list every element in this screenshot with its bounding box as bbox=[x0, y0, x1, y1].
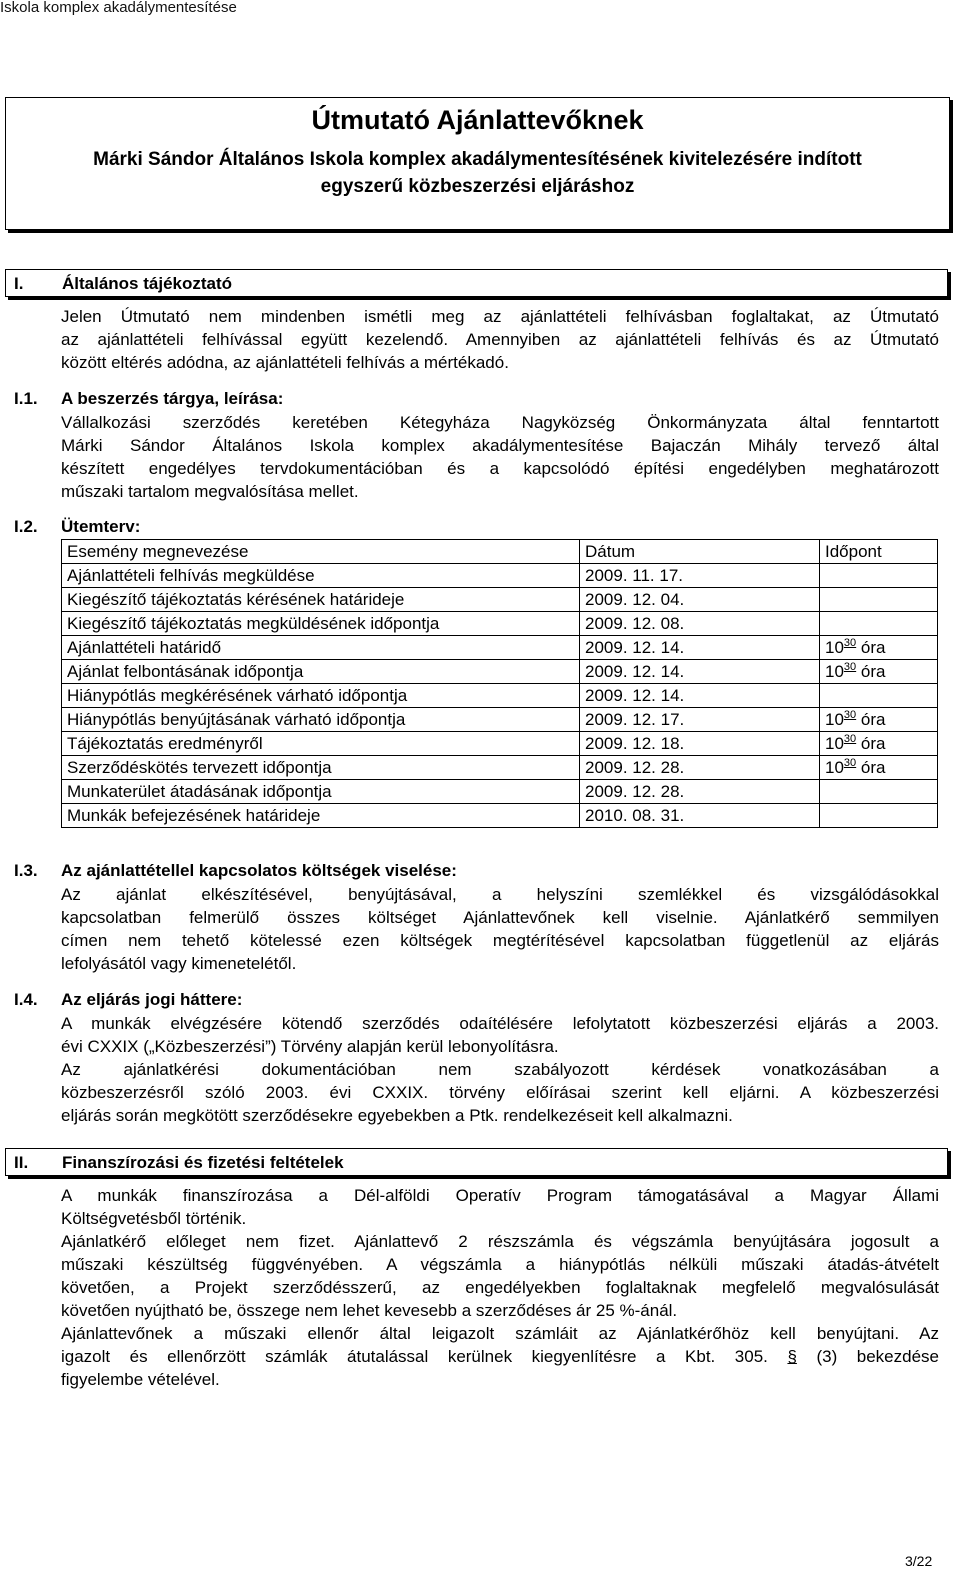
text-line bbox=[61, 1345, 939, 1368]
event-cell: Kiegészítő tájékoztatás megküldésének időpontja bbox=[62, 612, 580, 636]
event-cell: Kiegészítő tájékoztatás kérésének határideje bbox=[62, 588, 580, 612]
date-cell: 2009. 12. 08. bbox=[580, 612, 820, 636]
time-unit: óra bbox=[856, 638, 886, 657]
date-cell: 2010. 08. 31. bbox=[580, 804, 820, 828]
text-line: évi CXXIX („Közbeszerzési”) Törvény alapján kerül lebonyolításra. bbox=[61, 1037, 559, 1056]
table-row bbox=[62, 564, 938, 588]
text-line: eljárás során megkötött szerződésekre egyebekben a Ptk. rendelkezéseit kell alkalmazni. bbox=[61, 1106, 733, 1125]
event-cell: Szerződéskötés tervezett időpontja bbox=[62, 756, 580, 780]
time-hour: 10 bbox=[825, 638, 844, 657]
text-line: Ajánlatkérő előleget nem fizet. Ajánlattevő 2 részszámla és végszámla benyújtására jogosult a bbox=[61, 1232, 939, 1251]
section-number: II. bbox=[14, 1153, 29, 1172]
text-fragment: igazolt és ellenőrzött számlák átutalással kerülnek kiegyenlítésre a Kbt. 305. bbox=[61, 1347, 768, 1366]
time-minute: 30 bbox=[843, 661, 857, 673]
text-line: lefolyásától vagy kimenetelétől. bbox=[61, 954, 297, 973]
time-cell bbox=[820, 564, 938, 588]
subtitle-line-1: Márki Sándor Általános Iskola komplex akadálymentesítésének kivitelezésére indított bbox=[93, 149, 862, 170]
time-hour: 10 bbox=[825, 758, 844, 777]
time-cell bbox=[820, 780, 938, 804]
text-line: címen nem tehető kötelessé ezen költségek megtérítésével kapcsolatban függetlenül az eljárás bbox=[61, 931, 939, 950]
text-line: Az ajánlat elkészítésével, benyújtásával, a helyszíni szemlékkel és vizsgálódásokkal bbox=[61, 885, 939, 904]
date-cell: 2009. 12. 04. bbox=[580, 588, 820, 612]
time-hour: 10 bbox=[825, 734, 844, 753]
text-line: Az ajánlatkérési dokumentációban nem szabályozott kérdések vonatkozásában a bbox=[61, 1060, 939, 1079]
table-row bbox=[62, 708, 938, 732]
date-cell: 2009. 11. 17. bbox=[580, 564, 820, 588]
column-header: Esemény megnevezése bbox=[62, 540, 580, 564]
section-header-2 bbox=[5, 1148, 948, 1176]
time-hour: 10 bbox=[825, 710, 844, 729]
time-cell bbox=[820, 756, 938, 780]
time-unit: óra bbox=[856, 758, 886, 777]
text-line: az ajánlattételi felhívással együtt kezelendő. Amennyiben az ajánlattételi felhívás és az Útmutató bbox=[61, 330, 939, 349]
general-info-paragraph bbox=[61, 305, 939, 374]
event-cell: Hiánypótlás benyújtásának várható időpontja bbox=[62, 708, 580, 732]
subsection-title: Ütemterv: bbox=[61, 517, 141, 536]
table-row bbox=[62, 732, 938, 756]
column-header: Dátum bbox=[580, 540, 820, 564]
text-line: követően, a Projekt szerződésszerű, az engedélyekben foglaltaknak megfelelő megvalósulását bbox=[61, 1278, 939, 1297]
table-header-row bbox=[62, 540, 938, 564]
subsection-title: A beszerzés tárgya, leírása: bbox=[61, 389, 284, 408]
time-unit: óra bbox=[856, 734, 886, 753]
text-line: figyelembe vételével. bbox=[61, 1370, 220, 1389]
subsection-title: Az eljárás jogi háttere: bbox=[61, 990, 243, 1009]
text-line: készített engedélyes tervdokumentációban és a kapcsolódó építési engedélyben meghatározott bbox=[61, 459, 939, 478]
time-hour: 10 bbox=[825, 662, 844, 681]
text-line: Jelen Útmutató nem mindenben ismétli meg az ajánlattételi felhívásban foglaltakat, az Útmutató bbox=[61, 307, 939, 326]
table-row bbox=[62, 660, 938, 684]
time-minute: 30 bbox=[843, 637, 857, 649]
text-line: Költségvetésből történik. bbox=[61, 1209, 247, 1228]
section-header-1 bbox=[5, 269, 948, 297]
subtitle-line-2: egyszerű közbeszerzési eljáráshoz bbox=[320, 176, 635, 197]
section-title: Általános tájékoztató bbox=[62, 274, 233, 293]
paragraph-sign: § bbox=[787, 1347, 797, 1366]
time-minute: 30 bbox=[843, 733, 857, 745]
document-subtitle bbox=[16, 146, 939, 200]
table-row bbox=[62, 756, 938, 780]
text-line: műszaki készültség függvényében. A végszámla a hiánypótlás nélküli műszaki átadás-átvételt bbox=[61, 1255, 939, 1274]
date-cell: 2009. 12. 28. bbox=[580, 780, 820, 804]
text-line: Vállalkozási szerződés keretében Kétegyháza Nagyközség Önkormányzata által fenntartott bbox=[61, 413, 939, 432]
event-cell: Ajánlattételi felhívás megküldése bbox=[62, 564, 580, 588]
time-cell bbox=[820, 588, 938, 612]
column-header: Időpont bbox=[820, 540, 938, 564]
table-row bbox=[62, 684, 938, 708]
table-row bbox=[62, 804, 938, 828]
title-box bbox=[5, 97, 950, 230]
time-unit: óra bbox=[856, 710, 886, 729]
costs-paragraph bbox=[61, 883, 939, 975]
event-cell: Tájékoztatás eredményről bbox=[62, 732, 580, 756]
page-number: 3/22 bbox=[905, 1553, 933, 1569]
event-cell: Munkák befejezésének határideje bbox=[62, 804, 580, 828]
subsection-number: I.3. bbox=[14, 861, 38, 880]
subsection-number: I.2. bbox=[14, 517, 38, 536]
time-cell bbox=[820, 708, 938, 732]
time-minute: 30 bbox=[843, 757, 857, 769]
time-cell bbox=[820, 732, 938, 756]
event-cell: Ajánlat felbontásának időpontja bbox=[62, 660, 580, 684]
table-row bbox=[62, 612, 938, 636]
running-header: Iskola komplex akadálymentesítése bbox=[0, 0, 237, 16]
date-cell: 2009. 12. 14. bbox=[580, 684, 820, 708]
date-cell: 2009. 12. 28. bbox=[580, 756, 820, 780]
date-cell: 2009. 12. 14. bbox=[580, 636, 820, 660]
subject-paragraph bbox=[61, 411, 939, 503]
legal-paragraph bbox=[61, 1012, 939, 1127]
date-cell: 2009. 12. 17. bbox=[580, 708, 820, 732]
time-cell bbox=[820, 612, 938, 636]
text-line: között eltérés adódna, az ajánlattételi felhívás a mértékadó. bbox=[61, 353, 509, 372]
subsection-number: I.4. bbox=[14, 990, 38, 1009]
event-cell: Hiánypótlás megkérésének várható időpontja bbox=[62, 684, 580, 708]
time-cell bbox=[820, 636, 938, 660]
event-cell: Munkaterület átadásának időpontja bbox=[62, 780, 580, 804]
time-minute: 30 bbox=[843, 709, 857, 721]
table-row bbox=[62, 636, 938, 660]
text-line: Márki Sándor Általános Iskola komplex akadálymentesítése Bajaczán Mihály tervező által bbox=[61, 436, 939, 455]
time-cell bbox=[820, 660, 938, 684]
date-cell: 2009. 12. 18. bbox=[580, 732, 820, 756]
table-row bbox=[62, 588, 938, 612]
date-cell: 2009. 12. 14. bbox=[580, 660, 820, 684]
subsection-number: I.1. bbox=[14, 389, 38, 408]
schedule-table bbox=[61, 539, 938, 828]
text-line: követően nyújtható be, összege nem lehet kevesebb a szerződéses ár 25 %-ánál. bbox=[61, 1301, 678, 1320]
time-cell bbox=[820, 804, 938, 828]
event-cell: Ajánlattételi határidő bbox=[62, 636, 580, 660]
table-row bbox=[62, 780, 938, 804]
text-line: kapcsolatban felmerülő összes költséget Ajánlattevőnek kell viselnie. Ajánlatkérő semmilyen bbox=[61, 908, 939, 927]
financing-paragraph bbox=[61, 1184, 939, 1391]
document-title: Útmutató Ajánlattevőknek bbox=[311, 105, 644, 135]
section-number: I. bbox=[14, 274, 24, 293]
subsection-title: Az ajánlattétellel kapcsolatos költségek viselése: bbox=[61, 861, 457, 880]
section-title: Finanszírozási és fizetési feltételek bbox=[62, 1153, 344, 1172]
text-line: A munkák finanszírozása a Dél-alföldi Operatív Program támogatásával a Magyar Állami bbox=[61, 1186, 939, 1205]
text-line: A munkák elvégzésére kötendő szerződés odaítélésére lefolytatott közbeszerzési eljárás a 2003. bbox=[61, 1014, 939, 1033]
text-line: Ajánlattevőnek a műszaki ellenőr által leigazolt számláit az Ajánlatkérőhöz kell benyújtani. Az bbox=[61, 1324, 939, 1343]
text-line: műszaki tartalom megvalósítása mellet. bbox=[61, 482, 359, 501]
text-line: közbeszerzésről szóló 2003. évi CXXIX. törvény előírásai szerint kell eljárni. A közbeszerzési bbox=[61, 1083, 939, 1102]
text-fragment: (3) bekezdése bbox=[816, 1347, 939, 1366]
time-cell bbox=[820, 684, 938, 708]
time-unit: óra bbox=[856, 662, 886, 681]
